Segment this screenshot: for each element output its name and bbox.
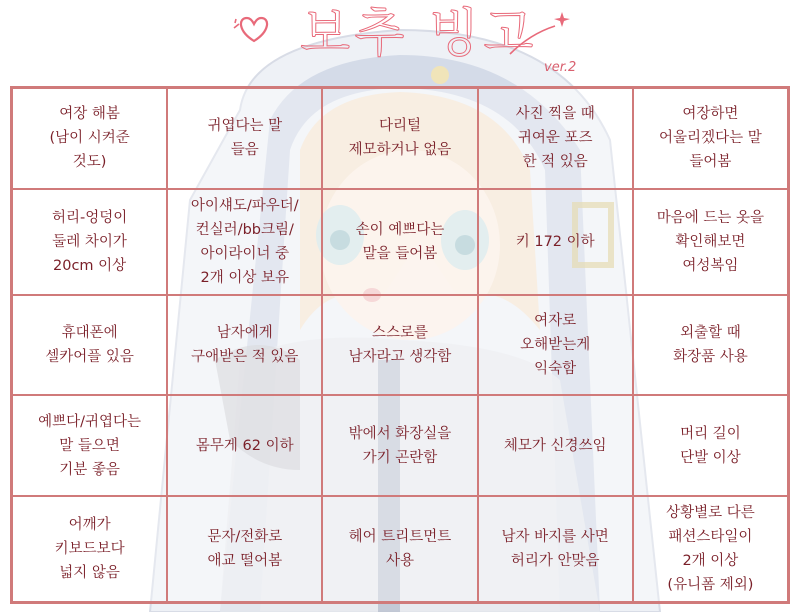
bingo-cell[interactable]: 체모가 신경쓰임 <box>478 395 633 496</box>
bingo-cell[interactable]: 귀엽다는 말 들음 <box>167 88 322 189</box>
bingo-cell[interactable]: 어깨가 키보드보다 넓지 않음 <box>12 496 167 602</box>
bingo-cell[interactable]: 헤어 트리트먼트 사용 <box>322 496 477 602</box>
bingo-grid <box>10 86 790 604</box>
bingo-cell[interactable]: 마음에 드는 옷을 확인해보면 여성복임 <box>633 189 788 295</box>
bingo-title: 보추 빙고 <box>300 4 538 64</box>
bingo-cell[interactable]: 여자로 오해받는게 익숙함 <box>478 295 633 396</box>
bingo-cell[interactable]: 외출할 때 화장품 사용 <box>633 295 788 396</box>
bingo-cell[interactable]: 몸무게 62 이하 <box>167 395 322 496</box>
bingo-cell[interactable]: 키 172 이하 <box>478 189 633 295</box>
bingo-cell[interactable]: 예쁘다/귀엽다는 말 들으면 기분 좋음 <box>12 395 167 496</box>
bingo-cell[interactable]: 남자 바지를 사면 허리가 안맞음 <box>478 496 633 602</box>
sparkle-icon <box>500 4 590 64</box>
bingo-cell[interactable]: 문자/전화로 애교 떨어봄 <box>167 496 322 602</box>
bingo-cell[interactable]: 상황별로 다른 패션스타일이 2개 이상 (유니폼 제외) <box>633 496 788 602</box>
bingo-cell[interactable]: 여장 해봄 (남이 시켜준 것도) <box>12 88 167 189</box>
title-area <box>0 0 800 86</box>
bingo-cell[interactable]: 밖에서 화장실을 가기 곤란함 <box>322 395 477 496</box>
version-label: ver.2 <box>544 60 577 75</box>
bingo-cell[interactable]: 다리털 제모하거나 없음 <box>322 88 477 189</box>
bingo-cell[interactable]: 여장하면 어울리겠다는 말 들어봄 <box>633 88 788 189</box>
bingo-cell[interactable]: 사진 찍을 때 귀여운 포즈 한 적 있음 <box>478 88 633 189</box>
heart-icon <box>230 14 278 44</box>
bingo-cell[interactable]: 휴대폰에 셀카어플 있음 <box>12 295 167 396</box>
bingo-cell[interactable]: 스스로를 남자라고 생각함 <box>322 295 477 396</box>
bingo-cell[interactable]: 허리-엉덩이 둘레 차이가 20cm 이상 <box>12 189 167 295</box>
bingo-cell[interactable]: 손이 예쁘다는 말을 들어봄 <box>322 189 477 295</box>
bingo-cell[interactable]: 아이섀도/파우더/ 컨실러/bb크림/ 아이라이너 중 2개 이상 보유 <box>167 189 322 295</box>
bingo-cell[interactable]: 남자에게 구애받은 적 있음 <box>167 295 322 396</box>
bingo-cell[interactable]: 머리 길이 단발 이상 <box>633 395 788 496</box>
